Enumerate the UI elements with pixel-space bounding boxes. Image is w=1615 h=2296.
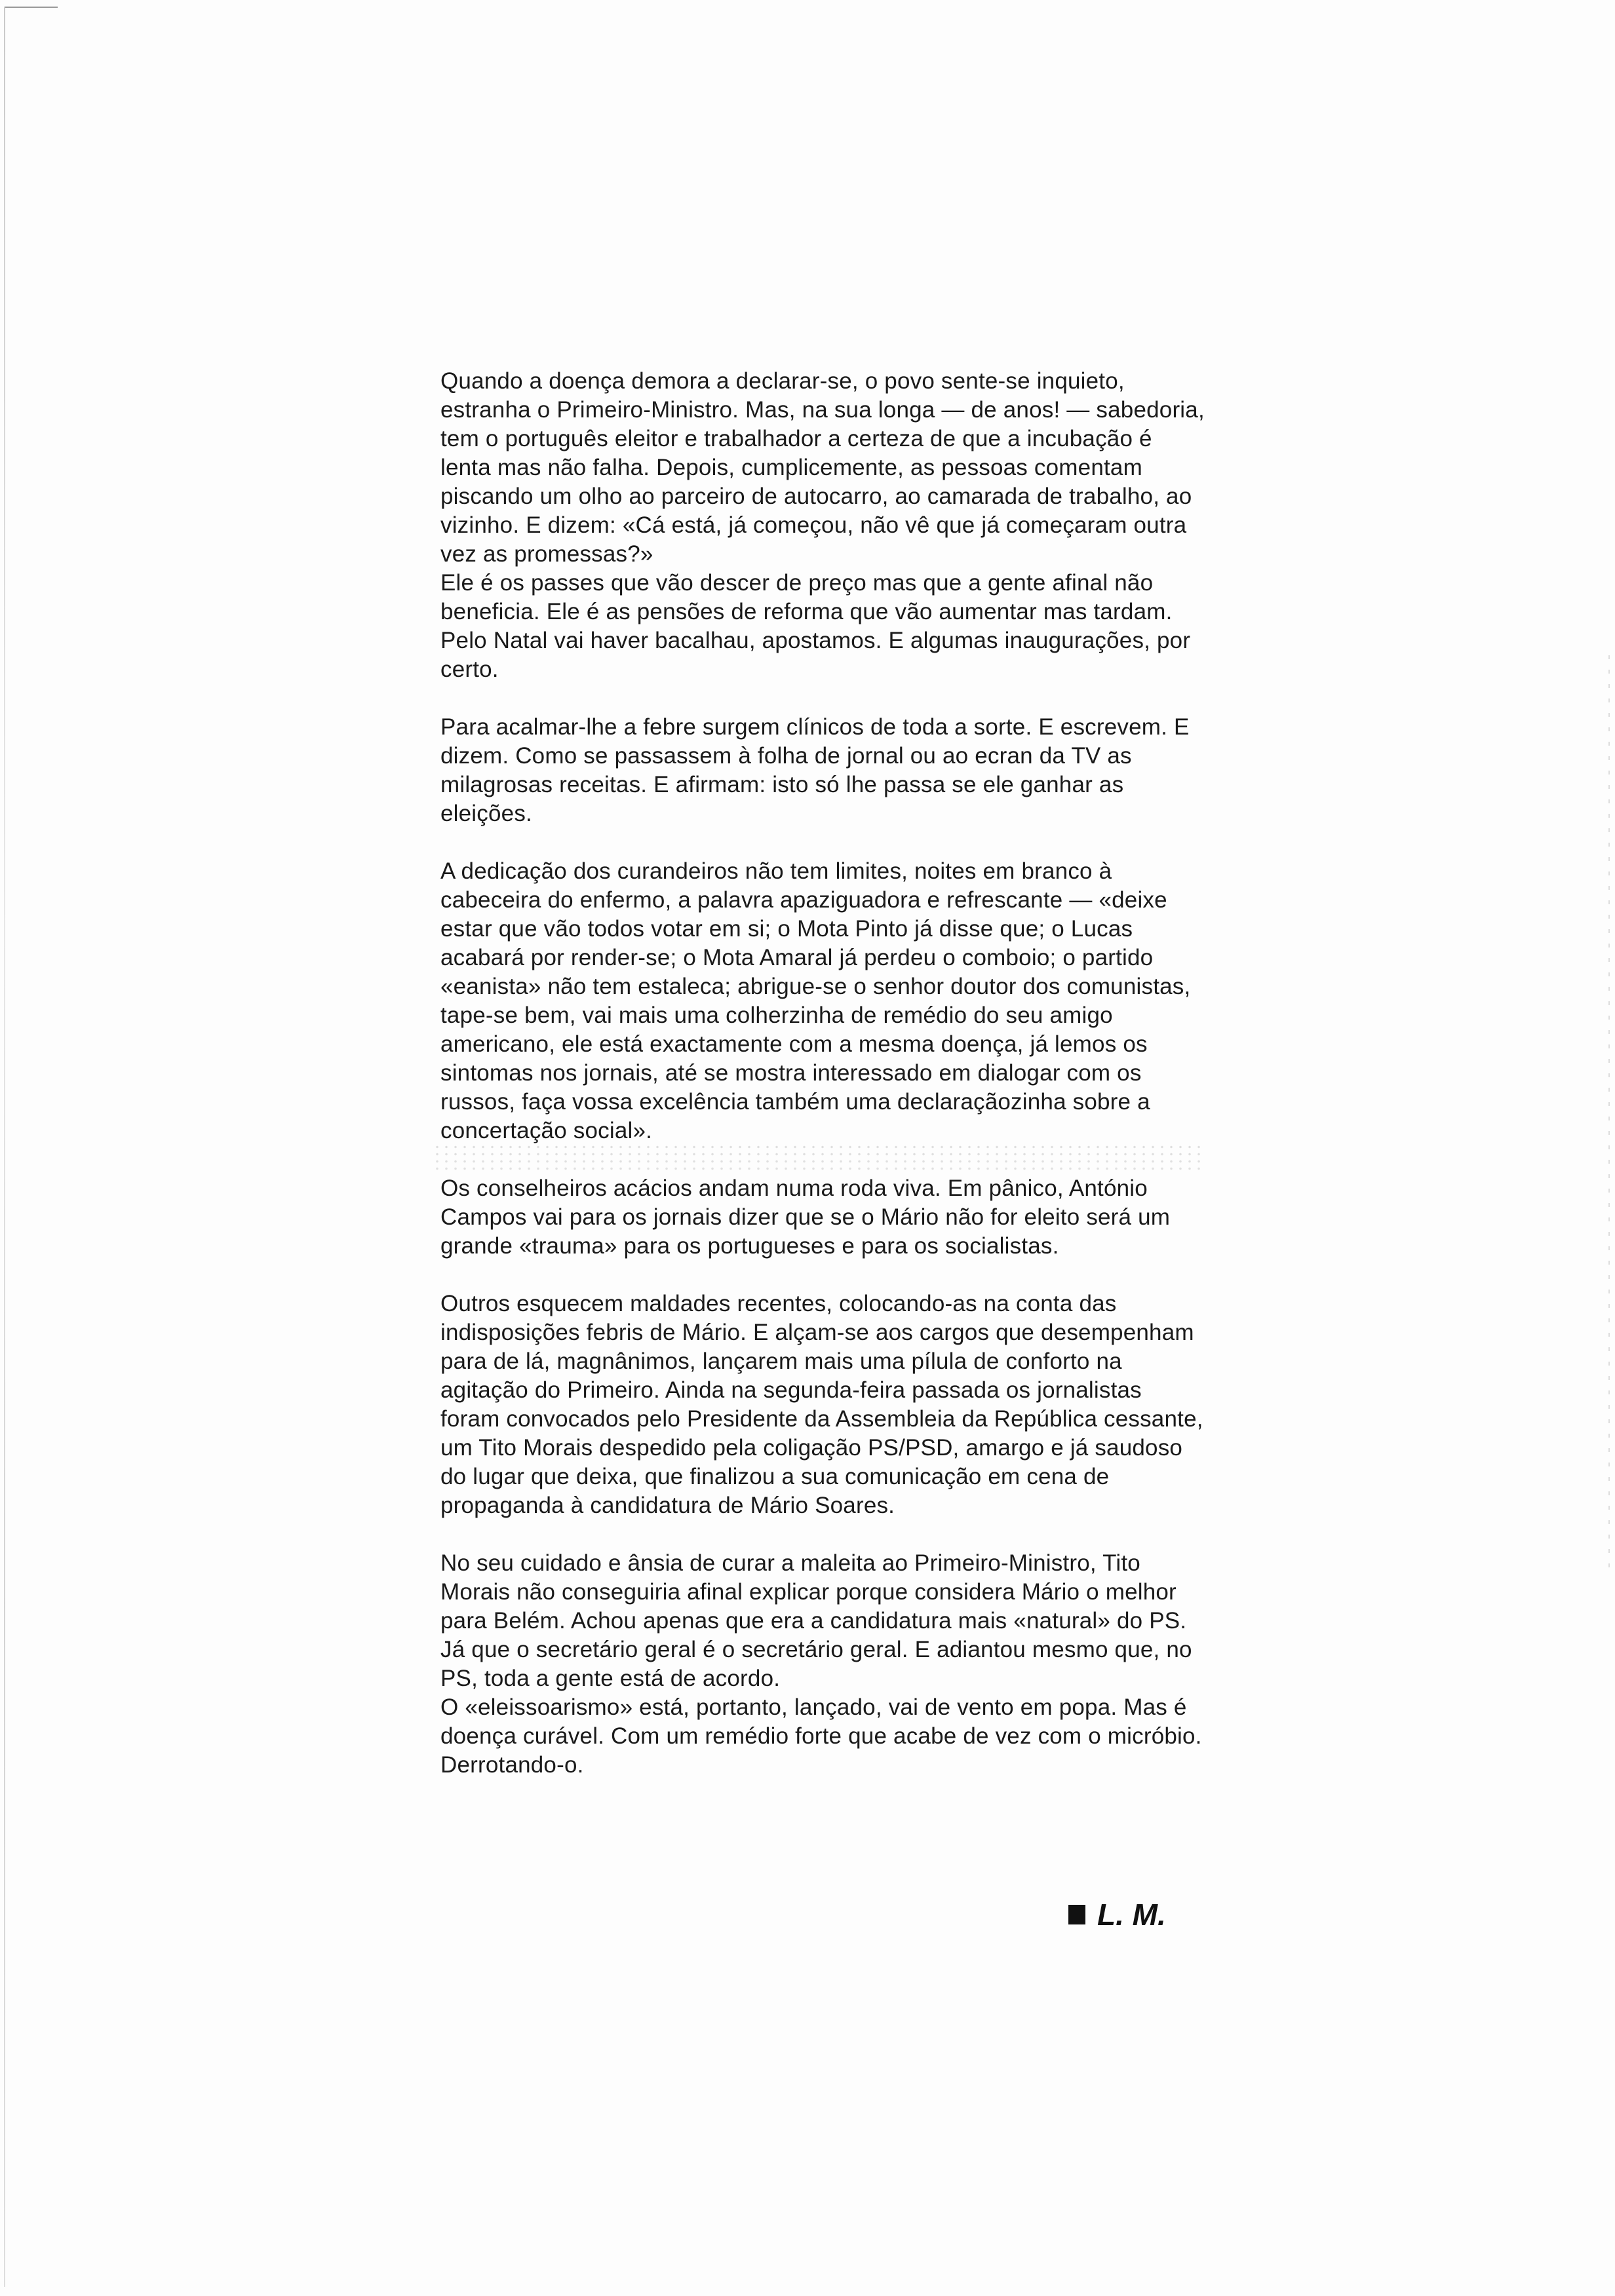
- article-body: [440, 367, 1207, 1808]
- page-left-edge: [4, 7, 5, 2287]
- page-corner-mark: [5, 7, 58, 8]
- paragraph-5: Os conselheiros acácios andam numa roda viva. Em pânico, António Campos vai para os jornais dizer que se o Mário não for eleito será um grande «trauma» para os portugueses e para os socialistas.: [440, 1176, 1171, 1259]
- paragraph-6: Outros esquecem maldades recentes, colocando-as na conta das indisposições febris de Mário. E alçam-se aos cargos que desempenham para de lá, magnânimos, lançarem mais uma pílula de conforto na agitação do Primeiro. Ainda na segunda-feira passada os jornalistas foram convocados pelo Presidente da Assembleia da República cessante, um Tito Morais despedido pela coligação PS/PSD, amargo e já saudoso do lugar que deixa, que finalizou a sua comunicação em cena de propaganda à candidatura de Mário Soares.: [440, 1291, 1203, 1518]
- paragraph-3: Para acalmar-lhe a febre surgem clínicos de toda a sorte. E escrevem. E dizem. Como se passassem à folha de jornal ou ao ecran da TV as milagrosas receitas. E afirmam: isto só lhe passa se ele ganhar as eleições.: [440, 714, 1190, 826]
- signature-square-icon: [1068, 1905, 1085, 1924]
- paragraph-4: A dedicação dos curandeiros não tem limites, noites em branco à cabeceira do enfermo, a palavra apaziguadora e refrescante — «deixe estar que vão todos votar em si; o Mota Pinto já disse que; o Lucas acabará por render-se; o Mota Amaral já perdeu o comboio; o partido «eanista» não tem estaleca; abrigue-se o senhor doutor dos comunistas, tape-se bem, vai mais uma colherzinha de remédio do seu amigo americano, ele está exactamente com a mesma doença, já lemos os sintomas nos jornais, até se mostra interessado em dialogar com os russos, faça vossa excelência também uma declaraçãozinha sobre a concertação social».: [440, 858, 1191, 1143]
- signature-text: L. M.: [1097, 1898, 1166, 1932]
- paragraph-8: O «eleissoarismo» está, portanto, lançado, vai de vento em popa. Mas é doença curável. Com um remédio forte que acabe de vez com o micróbio. Derrotando-o.: [440, 1694, 1202, 1778]
- paragraph-7: No seu cuidado e ânsia de curar a maleita ao Primeiro-Ministro, Tito Morais não conseguiria afinal explicar porque considera Mário o melhor para Belém. Achou apenas que era a candidatura mais «natural» do PS. Já que o secretário geral é o secretário geral. E adiantou mesmo que, no PS, toda a gente está de acordo.: [440, 1550, 1192, 1691]
- paragraph-1: Quando a doença demora a declarar-se, o povo sente-se inquieto, estranha o Primeiro-Ministro. Mas, na sua longa — de anos! — sabedoria, tem o português eleitor e trabalhador a certeza de que a incubação é lenta mas não falha. Depois, cumplicemente, as pessoas comentam piscando um olho ao parceiro de autocarro, ao camarada de trabalho, ao vizinho. E dizem: «Cá está, já começou, não vê que já começaram outra vez as promessas?»: [440, 368, 1205, 567]
- author-signature: [1068, 1897, 1166, 1932]
- page-right-edge: [1608, 655, 1610, 1573]
- paragraph-2: Ele é os passes que vão descer de preço mas que a gente afinal não beneficia. Ele é as pensões de reforma que vão aumentar mas tardam. Pelo Natal vai haver bacalhau, apostamos. E algumas inaugurações, por certo.: [440, 570, 1191, 682]
